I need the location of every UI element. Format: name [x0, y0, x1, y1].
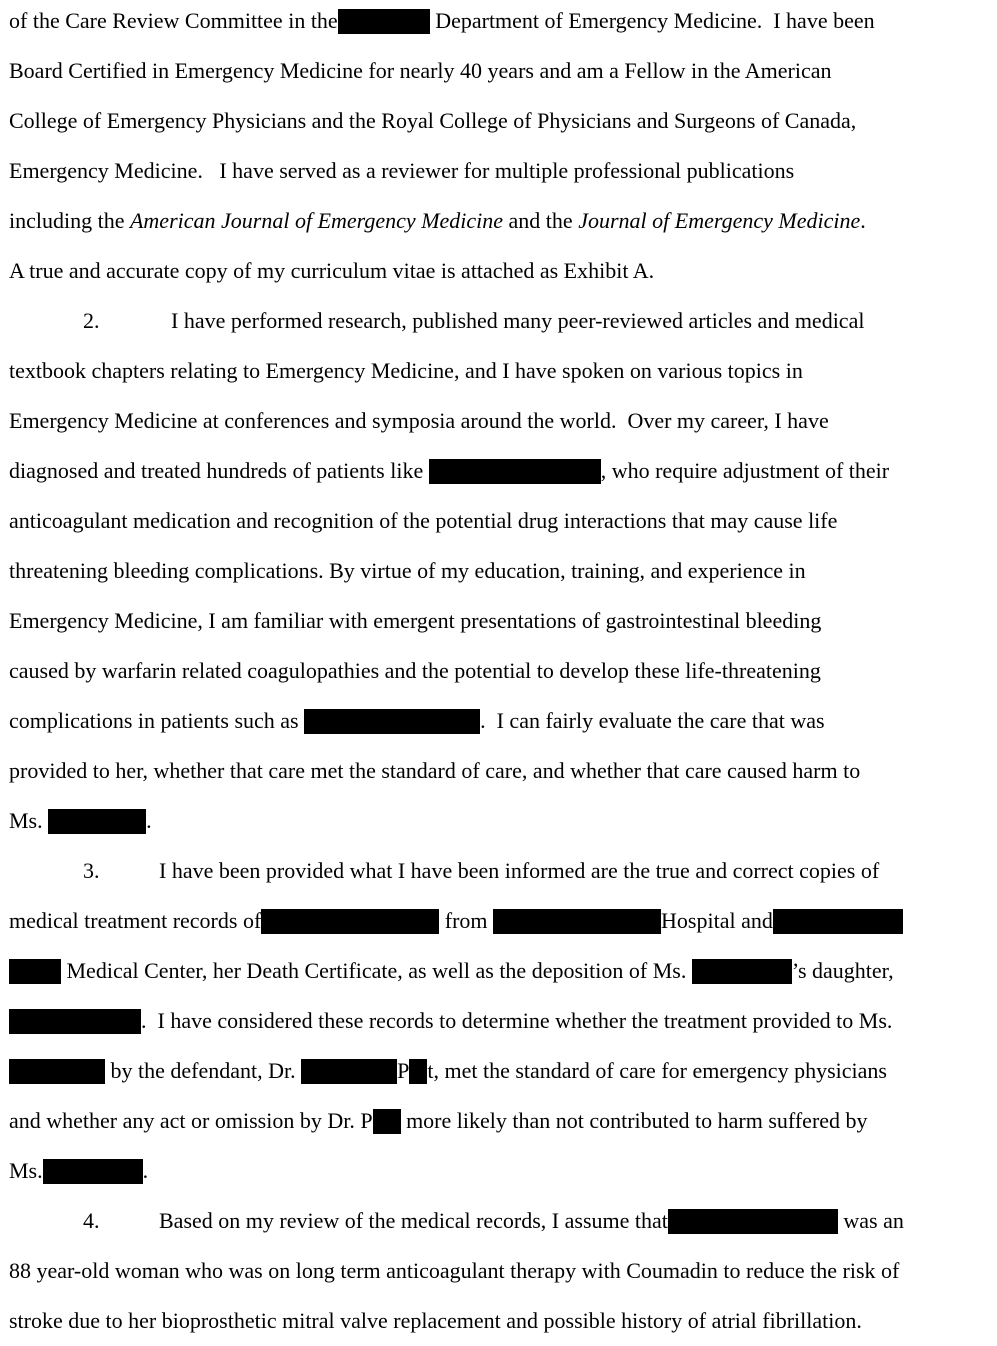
text-run: I have been provided what I have been informed are the true and correct copies of [159, 858, 880, 883]
text-run: t, met the standard of care for emergency physicians [427, 1058, 887, 1083]
text-run: . [142, 1158, 149, 1183]
text-run: complications in patients such as [9, 708, 305, 733]
text-line [9, 206, 866, 236]
redaction-box [493, 909, 661, 934]
paragraph-number: 2. [83, 308, 100, 333]
journal-title: Journal of Emergency Medicine [578, 208, 861, 233]
redaction-box [9, 1009, 141, 1034]
text-line [9, 806, 152, 836]
paragraph-number: 4. [83, 1208, 100, 1233]
text-line [9, 456, 889, 486]
redaction-box [773, 909, 903, 934]
text-run: ’s daughter, [791, 958, 894, 983]
text-run: Medical Center, her Death Certificate, as well as the deposition of Ms. [61, 958, 692, 983]
text-run: . [860, 208, 866, 233]
text-line [9, 1156, 148, 1186]
text-run: Hospital and [661, 908, 773, 933]
text-line: 88 year-old woman who was on long term anticoagulant therapy with Coumadin to reduce the risk of [9, 1258, 900, 1283]
text-line: stroke due to her bioprosthetic mitral valve replacement and possible history of atrial fibrillation. [9, 1308, 862, 1333]
text-run: and whether any act or omission by Dr. P [9, 1108, 373, 1133]
text-run: medical treatment records of [9, 908, 262, 933]
text-line: anticoagulant medication and recognition of the potential drug interactions that may cause life [9, 508, 838, 533]
text-line [9, 1056, 887, 1086]
text-line: A true and accurate copy of my curriculum vitae is attached as Exhibit A. [9, 258, 655, 283]
redaction-box [9, 959, 61, 984]
text-line: College of Emergency Physicians and the Royal College of Physicians and Surgeons of Canada, [9, 108, 857, 133]
text-run: Department of Emergency Medicine. I have been [429, 8, 875, 33]
text-run: , who require adjustment of their [600, 458, 890, 483]
text-line [9, 6, 875, 36]
text-line: Emergency Medicine, I am familiar with emergent presentations of gastrointestinal bleeding [9, 608, 822, 633]
text-line: threatening bleeding complications. By virtue of my education, training, and experience in [9, 558, 806, 583]
text-run: including the [9, 208, 130, 233]
text-run: was an [837, 1208, 904, 1233]
text-line: Emergency Medicine at conferences and symposia around the world. Over my career, I have [9, 408, 829, 433]
text-line [9, 906, 903, 936]
text-run: . I can fairly evaluate the care that was [480, 708, 825, 733]
text-line: Board Certified in Emergency Medicine for nearly 40 years and am a Fellow in the American [9, 58, 832, 83]
redaction-box [9, 1059, 105, 1084]
text-run: I have performed research, published many peer-reviewed articles and medical [171, 308, 865, 333]
text-run: P [397, 1058, 410, 1083]
text-run: Ms. [9, 1158, 43, 1183]
text-run: . [146, 808, 152, 833]
redaction-box [668, 1209, 838, 1234]
paragraph-number: 3. [83, 858, 100, 883]
text-run: more likely than not contributed to harm suffered by [400, 1108, 868, 1133]
redaction-box [338, 9, 430, 34]
redaction-box [409, 1059, 427, 1084]
redaction-box [301, 1059, 397, 1084]
text-line [9, 706, 825, 736]
text-run: of the Care Review Committee in the [9, 8, 338, 33]
text-line: caused by warfarin related coagulopathies and the potential to develop these life-threatening [9, 658, 821, 683]
text-line [9, 1006, 892, 1036]
text-line [9, 1106, 868, 1136]
text-run: diagnosed and treated hundreds of patients like [9, 458, 429, 483]
text-run [159, 1206, 904, 1236]
journal-title: American Journal of Emergency Medicine [129, 208, 504, 233]
redaction-box [261, 909, 439, 934]
text-line [9, 956, 894, 986]
redaction-box [373, 1109, 401, 1134]
text-run: Based on my review of the medical records, I assume that [159, 1208, 668, 1233]
text-run: . I have considered these records to determine whether the treatment provided to Ms. [141, 1008, 893, 1033]
text-run: Ms. [9, 808, 49, 833]
text-run: and the [503, 208, 579, 233]
text-line: textbook chapters relating to Emergency Medicine, and I have spoken on various topics in [9, 358, 803, 383]
redaction-box [43, 1159, 143, 1184]
text-run: from [439, 908, 494, 933]
text-run: by the defendant, Dr. [105, 1058, 302, 1083]
text-line: Emergency Medicine. I have served as a reviewer for multiple professional publications [9, 158, 795, 183]
redaction-box [692, 959, 792, 984]
text-line: provided to her, whether that care met the standard of care, and whether that care caused harm to [9, 758, 861, 783]
redaction-box [48, 809, 146, 834]
redaction-box [429, 459, 601, 484]
redaction-box [304, 709, 480, 734]
